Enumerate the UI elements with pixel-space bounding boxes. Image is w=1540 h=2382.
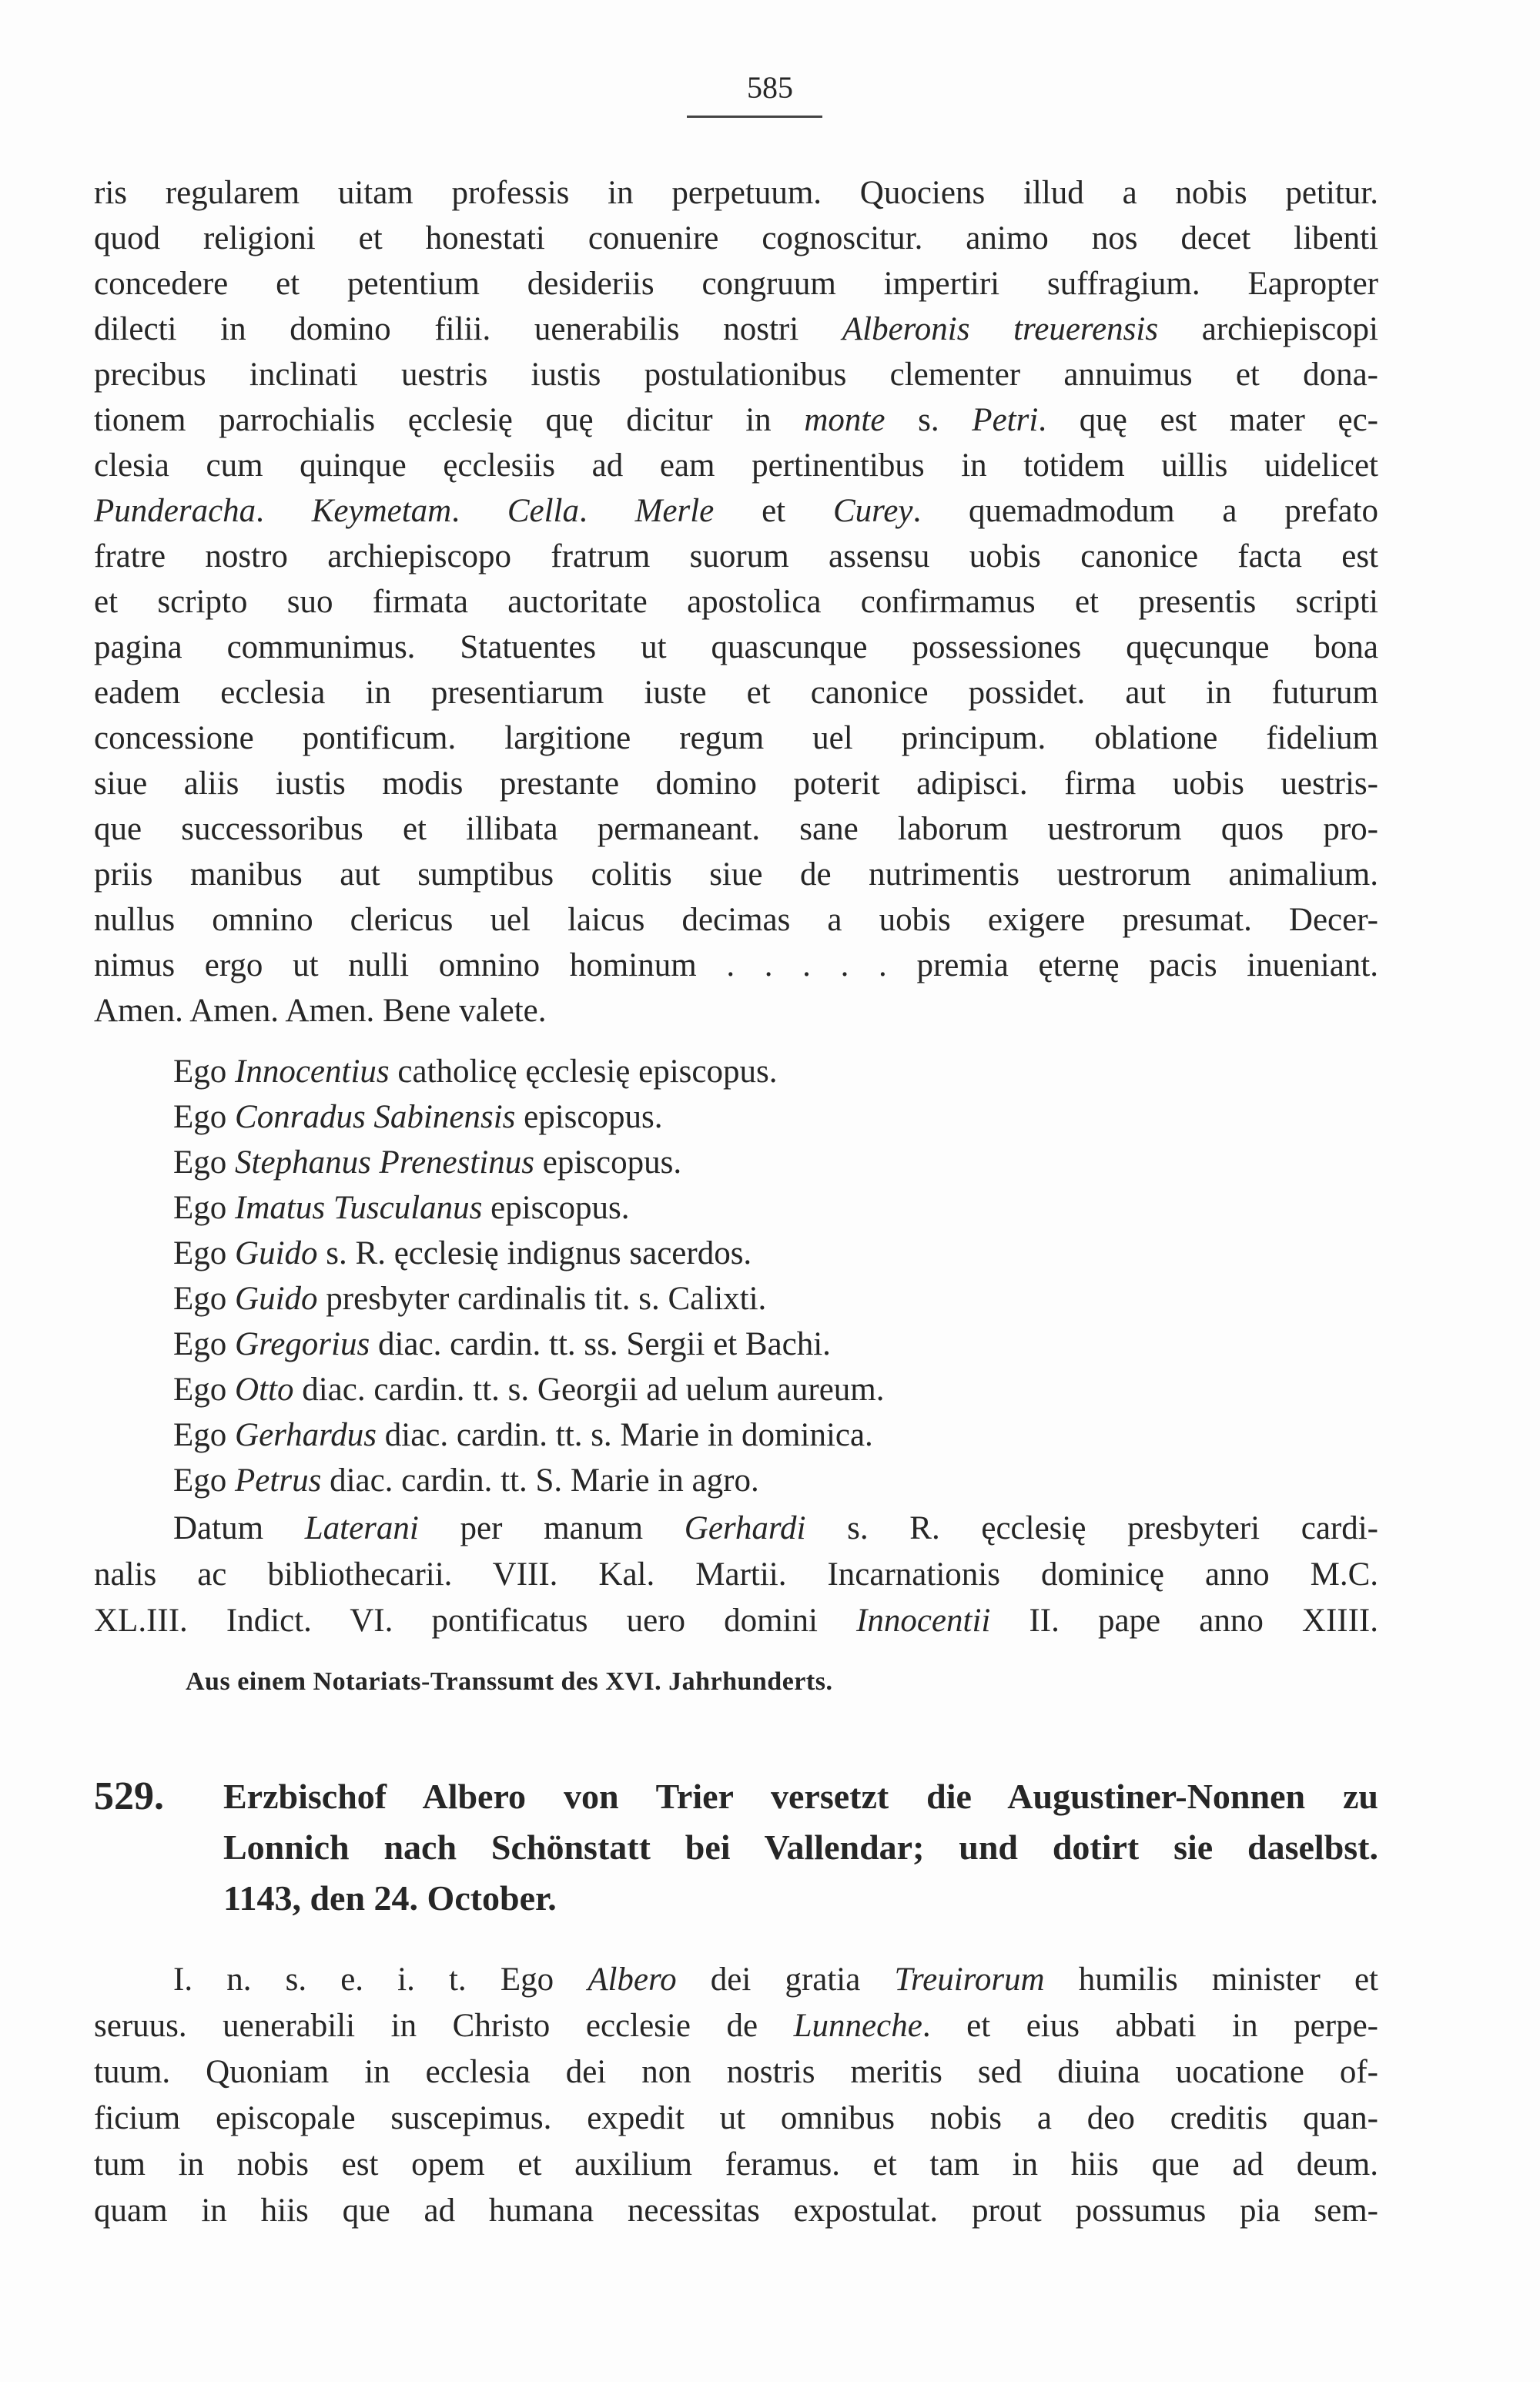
text-segment: s.	[885, 402, 973, 438]
italic-name: Otto	[235, 1372, 294, 1408]
italic-name: Lunneche	[793, 2008, 922, 2044]
text-line	[173, 1185, 1374, 1231]
source-note: Aus einem Notariats-Transsumt des XVI. Jahrhunderts.	[186, 1667, 833, 1696]
charter-number: 529.	[94, 1774, 164, 1818]
text-line: 1143, den 24. October.	[223, 1878, 557, 1918]
text-line	[173, 1276, 1374, 1322]
text-line	[94, 397, 1378, 443]
text-segment: Ego	[173, 1462, 236, 1499]
text-segment: presbyter cardinalis tit. s. Calixti.	[317, 1281, 767, 1317]
text-segment: Ego	[173, 1326, 236, 1362]
text-line	[94, 1598, 1378, 1644]
text-line: nalis ac bibliothecarii. VIII. Kal. Martii. Incarnationis dominicę anno M.C.	[94, 1556, 1378, 1593]
text-segment: s. R. ęcclesię presbyteri cardi-	[805, 1510, 1378, 1546]
text-line	[173, 1367, 1374, 1412]
italic-name: Albero	[588, 1962, 677, 1998]
text-line: precibus inclinati uestris iustis postulationibus clementer annuimus et dona-	[94, 357, 1378, 393]
text-segment: XL.III. Indict. VI. pontificatus uero domini	[94, 1603, 857, 1639]
text-segment: diac. cardin. tt. s. Georgii ad uelum aureum.	[293, 1372, 885, 1408]
text-segment: dei gratia	[676, 1962, 895, 1998]
italic-name: Alberonis treuerensis	[842, 311, 1159, 347]
text-segment: s. R. ęcclesię indignus sacerdos.	[317, 1235, 752, 1271]
text-segment: episcopus.	[515, 1099, 663, 1135]
text-segment: Ego	[173, 1281, 236, 1317]
text-segment: .	[451, 493, 507, 529]
italic-name: Gerhardi	[684, 1510, 806, 1546]
italic-name: Curey	[832, 493, 913, 529]
text-line	[173, 1458, 1374, 1503]
text-segment: Ego	[173, 1417, 236, 1453]
text-line	[94, 1506, 1378, 1552]
text-segment: catholicę ęcclesię episcopus.	[389, 1054, 778, 1090]
italic-name: Petrus	[235, 1462, 322, 1499]
text-segment: dilecti in domino filii. uenerabilis nostri	[94, 311, 842, 347]
italic-name: Imatus Tusculanus	[235, 1190, 483, 1226]
text-segment: seruus. uenerabili in Christo ecclesie de	[94, 2008, 794, 2044]
text-line: concessione pontificum. largitione regum uel principum. oblatione fidelium	[94, 720, 1378, 756]
text-line	[94, 488, 1378, 534]
italic-name: Gregorius	[235, 1326, 370, 1362]
italic-name: Merle	[634, 493, 715, 529]
text-line: ficium episcopale suscepimus. expedit ut omnibus nobis a deo creditis quan-	[94, 2100, 1378, 2136]
text-line	[94, 1957, 1378, 2003]
italic-name: Innocentius	[235, 1054, 390, 1090]
text-line: tuum. Quoniam in ecclesia dei non nostris meritis sed diuina uocatione of-	[94, 2054, 1378, 2090]
text-segment: diac. cardin. tt. S. Marie in agro.	[321, 1462, 759, 1499]
text-segment: .	[579, 493, 635, 529]
text-segment: I. n. s. e. i. t. Ego	[173, 1962, 588, 1998]
text-line	[173, 1094, 1374, 1140]
italic-name: Punderacha	[94, 493, 256, 529]
page-number-rule	[687, 116, 822, 118]
charter-528-datum	[94, 1506, 1378, 1644]
text-line	[173, 1140, 1374, 1185]
page-number: 585	[747, 70, 793, 105]
text-segment: .	[256, 493, 312, 529]
charter-528-body	[94, 170, 1378, 1034]
text-segment: II. pape anno XIIII.	[990, 1603, 1378, 1639]
italic-name: Petri	[972, 402, 1039, 438]
text-line: pagina communimus. Statuentes ut quascunque possessiones quęcunque bona	[94, 629, 1378, 665]
text-line: tum in nobis est opem et auxilium feramus. et tam in hiis que ad deum.	[94, 2146, 1378, 2183]
text-segment: Ego	[173, 1054, 236, 1090]
text-line: ris regularem uitam professis in perpetuum. Quociens illud a nobis petitur.	[94, 175, 1378, 211]
text-segment: archiepiscopi	[1158, 311, 1378, 347]
text-segment: episcopus.	[534, 1144, 682, 1181]
charter-528-signatures	[173, 1049, 1374, 1503]
text-segment: Ego	[173, 1144, 236, 1181]
text-line: nullus omnino clericus uel laicus decimas a uobis exigere presumat. Decer-	[94, 902, 1378, 938]
italic-name: Conradus Sabinensis	[235, 1099, 516, 1135]
text-segment: . quemadmodum a prefato	[912, 493, 1379, 529]
text-line: fratre nostro archiepiscopo fratrum suorum assensu uobis canonice facta est	[94, 538, 1378, 575]
italic-name: Guido	[235, 1235, 318, 1271]
italic-name: Gerhardus	[235, 1417, 377, 1453]
italic-name: Treuirorum	[894, 1962, 1045, 1998]
text-line	[94, 307, 1378, 352]
charter-529-heading	[223, 1771, 1378, 1924]
text-line	[94, 2003, 1378, 2049]
text-segment: tionem parrochialis ęcclesię quę dicitur in	[94, 402, 805, 438]
text-line: quod religioni et honestati conuenire cognoscitur. animo nos decet libenti	[94, 220, 1378, 256]
text-segment: Datum	[173, 1510, 305, 1546]
italic-name: Cella	[507, 493, 579, 529]
text-segment: humilis minister et	[1044, 1962, 1378, 1998]
text-line: nimus ergo ut nulli omnino hominum . . . . . premia ęternę pacis inueniant.	[94, 947, 1378, 983]
text-segment: episcopus.	[482, 1190, 630, 1226]
text-line: quam in hiis que ad humana necessitas expostulat. prout possumus pia sem-	[94, 2193, 1378, 2229]
text-segment: . quę est mater ęc-	[1038, 402, 1378, 438]
italic-name: Keymetam	[311, 493, 452, 529]
text-segment: . et eius abbati in perpe-	[922, 2008, 1378, 2044]
italic-name: Laterani	[304, 1510, 419, 1546]
text-line: clesia cum quinque ęcclesiis ad eam pertinentibus in totidem uillis uidelicet	[94, 447, 1378, 484]
text-segment: et	[714, 493, 833, 529]
text-line	[173, 1322, 1374, 1367]
charter-529-body	[94, 1957, 1378, 2234]
text-line: Erzbischof Albero von Trier versetzt die Augustiner-Nonnen zu	[223, 1777, 1378, 1816]
text-line	[173, 1231, 1374, 1276]
text-line: eadem ecclesia in presentiarum iuste et canonice possidet. aut in futurum	[94, 675, 1378, 711]
text-line: Amen. Amen. Amen. Bene valete.	[94, 993, 547, 1029]
text-line: priis manibus aut sumptibus colitis siue de nutrimentis uestrorum animalium.	[94, 856, 1378, 893]
text-line	[173, 1412, 1374, 1458]
italic-name: Stephanus Prenestinus	[235, 1144, 534, 1181]
text-segment: Ego	[173, 1190, 236, 1226]
text-line: siue aliis iustis modis prestante domino poterit adipisci. firma uobis uestris-	[94, 766, 1378, 802]
text-line: et scripto suo firmata auctoritate apostolica confirmamus et presentis scripti	[94, 584, 1378, 620]
text-line: concedere et petentium desideriis congruum impertiri suffragium. Eapropter	[94, 266, 1378, 302]
text-segment: diac. cardin. tt. ss. Sergii et Bachi.	[370, 1326, 831, 1362]
text-segment: per manum	[418, 1510, 685, 1546]
italic-name: monte	[804, 402, 886, 438]
text-segment: diac. cardin. tt. s. Marie in dominica.	[377, 1417, 873, 1453]
text-line: que successoribus et illibata permaneant. sane laborum uestrorum quos pro-	[94, 811, 1378, 847]
text-line	[173, 1049, 1374, 1094]
text-line: Lonnich nach Schönstatt bei Vallendar; und dotirt sie daselbst.	[223, 1828, 1378, 1867]
italic-name: Innocentii	[856, 1603, 991, 1639]
italic-name: Guido	[235, 1281, 318, 1317]
text-segment: Ego	[173, 1099, 236, 1135]
text-segment: Ego	[173, 1235, 236, 1271]
text-segment: Ego	[173, 1372, 236, 1408]
